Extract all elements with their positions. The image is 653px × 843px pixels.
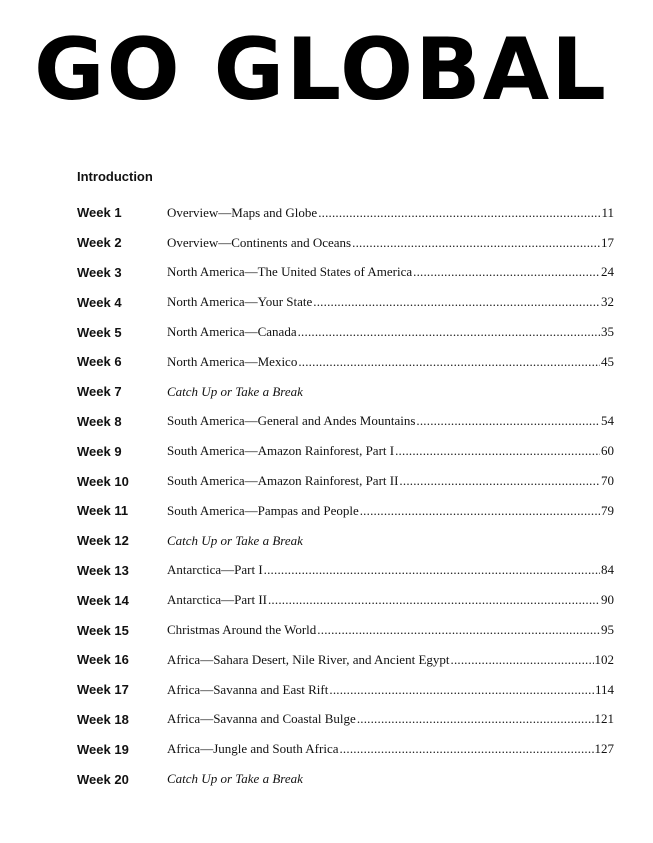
toc-entry bbox=[167, 384, 614, 400]
toc-row bbox=[77, 496, 614, 526]
table-of-contents bbox=[77, 198, 614, 794]
topic-title: Overview—Maps and Globe bbox=[167, 204, 318, 220]
toc-row bbox=[77, 198, 614, 228]
toc-entry bbox=[167, 503, 614, 519]
topic-title: South America—Amazon Rainforest, Part II bbox=[167, 473, 399, 489]
page-number: 127 bbox=[594, 741, 614, 757]
toc-entry bbox=[167, 473, 614, 489]
toc-entry bbox=[167, 711, 614, 727]
week-label: Week 15 bbox=[77, 622, 129, 638]
dot-leader bbox=[395, 443, 600, 459]
week-label: Week 12 bbox=[77, 533, 129, 549]
week-label: Week 1 bbox=[77, 205, 122, 221]
toc-row bbox=[77, 526, 614, 556]
topic-title: North America—Mexico bbox=[167, 353, 298, 369]
dot-leader bbox=[329, 682, 594, 698]
toc-entry bbox=[167, 562, 614, 578]
week-label: Week 17 bbox=[77, 682, 129, 698]
page-number: 60 bbox=[601, 443, 614, 459]
toc-entry bbox=[167, 652, 614, 668]
dot-leader bbox=[264, 562, 600, 578]
toc-entry bbox=[167, 294, 614, 310]
dot-leader bbox=[413, 264, 600, 280]
toc-row bbox=[77, 764, 614, 794]
dot-leader bbox=[268, 592, 600, 608]
toc-row bbox=[77, 347, 614, 377]
toc-entry bbox=[167, 622, 614, 638]
topic-title: South America—General and Andes Mountains bbox=[167, 413, 416, 429]
toc-row bbox=[77, 228, 614, 258]
dot-leader bbox=[313, 294, 600, 310]
toc-row bbox=[77, 585, 614, 615]
week-label: Week 19 bbox=[77, 741, 129, 757]
toc-row bbox=[77, 734, 614, 764]
toc-entry bbox=[167, 235, 614, 251]
toc-entry bbox=[167, 533, 614, 549]
toc-row bbox=[77, 436, 614, 466]
page-number: 84 bbox=[601, 562, 614, 578]
topic-title: North America—Your State bbox=[167, 294, 313, 310]
toc-row bbox=[77, 317, 614, 347]
dot-leader bbox=[298, 354, 600, 370]
week-label: Week 4 bbox=[77, 294, 122, 310]
toc-row bbox=[77, 407, 614, 437]
toc-row bbox=[77, 377, 614, 407]
page-number: 90 bbox=[601, 592, 614, 608]
page-number: 17 bbox=[601, 234, 614, 250]
week-label: Week 3 bbox=[77, 264, 122, 280]
week-label: Week 2 bbox=[77, 235, 122, 251]
page-number: 114 bbox=[594, 681, 614, 697]
page-number: 70 bbox=[601, 473, 614, 489]
page-number: 11 bbox=[601, 204, 614, 220]
dot-leader bbox=[357, 711, 594, 727]
toc-entry bbox=[167, 443, 614, 459]
week-label: Week 10 bbox=[77, 473, 129, 489]
topic-title: Africa—Jungle and South Africa bbox=[167, 741, 339, 757]
toc-entry bbox=[167, 741, 614, 757]
toc-entry bbox=[167, 413, 614, 429]
topic-title: Catch Up or Take a Break bbox=[167, 771, 303, 787]
toc-entry bbox=[167, 354, 614, 370]
topic-title: Catch Up or Take a Break bbox=[167, 383, 303, 399]
dot-leader bbox=[451, 652, 594, 668]
topic-title: South America—Amazon Rainforest, Part I bbox=[167, 443, 395, 459]
topic-title: North America—The United States of America bbox=[167, 264, 413, 280]
week-label: Week 20 bbox=[77, 771, 129, 787]
toc-entry bbox=[167, 592, 614, 608]
dot-leader bbox=[360, 503, 600, 519]
dot-leader bbox=[318, 205, 600, 221]
topic-title: Christmas Around the World bbox=[167, 622, 317, 638]
week-label: Week 18 bbox=[77, 711, 129, 727]
topic-title: South America—Pampas and People bbox=[167, 502, 359, 518]
topic-title: Antarctica—Part I bbox=[167, 562, 263, 578]
dot-leader bbox=[399, 473, 600, 489]
page-number: 102 bbox=[594, 651, 614, 667]
toc-row bbox=[77, 645, 614, 675]
toc-row bbox=[77, 705, 614, 735]
page-number: 45 bbox=[601, 353, 614, 369]
week-label: Week 11 bbox=[77, 503, 129, 519]
toc-entry bbox=[167, 205, 614, 221]
toc-entry bbox=[167, 771, 614, 787]
page-title: GO GLOBAL bbox=[34, 20, 608, 120]
dot-leader bbox=[339, 741, 593, 757]
topic-title: Antarctica—Part II bbox=[167, 592, 267, 608]
toc-row bbox=[77, 466, 614, 496]
week-label: Week 5 bbox=[77, 324, 122, 340]
week-label: Week 13 bbox=[77, 562, 129, 578]
page-number: 121 bbox=[594, 711, 614, 727]
page-number: 24 bbox=[601, 264, 614, 280]
toc-entry bbox=[167, 682, 614, 698]
topic-title: Africa—Savanna and Coastal Bulge bbox=[167, 711, 356, 727]
toc-row bbox=[77, 258, 614, 288]
week-label: Week 7 bbox=[77, 384, 122, 400]
toc-entry bbox=[167, 324, 614, 340]
toc-row bbox=[77, 556, 614, 586]
dot-leader bbox=[352, 235, 600, 251]
dot-leader bbox=[416, 413, 600, 429]
introduction-label: Introduction bbox=[77, 169, 153, 184]
toc-row bbox=[77, 615, 614, 645]
week-label: Week 14 bbox=[77, 592, 129, 608]
page-number: 32 bbox=[601, 294, 614, 310]
dot-leader bbox=[298, 324, 600, 340]
toc-entry bbox=[167, 264, 614, 280]
toc-row bbox=[77, 675, 614, 705]
topic-title: Africa—Sahara Desert, Nile River, and Ancient Egypt bbox=[167, 651, 450, 667]
page-number: 54 bbox=[601, 413, 614, 429]
toc-row bbox=[77, 287, 614, 317]
topic-title: Catch Up or Take a Break bbox=[167, 532, 303, 548]
dot-leader bbox=[317, 622, 600, 638]
topic-title: Africa—Savanna and East Rift bbox=[167, 681, 329, 697]
topic-title: Overview—Continents and Oceans bbox=[167, 234, 352, 250]
topic-title: North America—Canada bbox=[167, 324, 297, 340]
week-label: Week 8 bbox=[77, 413, 122, 429]
week-label: Week 9 bbox=[77, 443, 122, 459]
week-label: Week 6 bbox=[77, 354, 122, 370]
week-label: Week 16 bbox=[77, 652, 129, 668]
page-number: 79 bbox=[601, 502, 614, 518]
page-number: 35 bbox=[601, 324, 614, 340]
page-number: 95 bbox=[601, 622, 614, 638]
